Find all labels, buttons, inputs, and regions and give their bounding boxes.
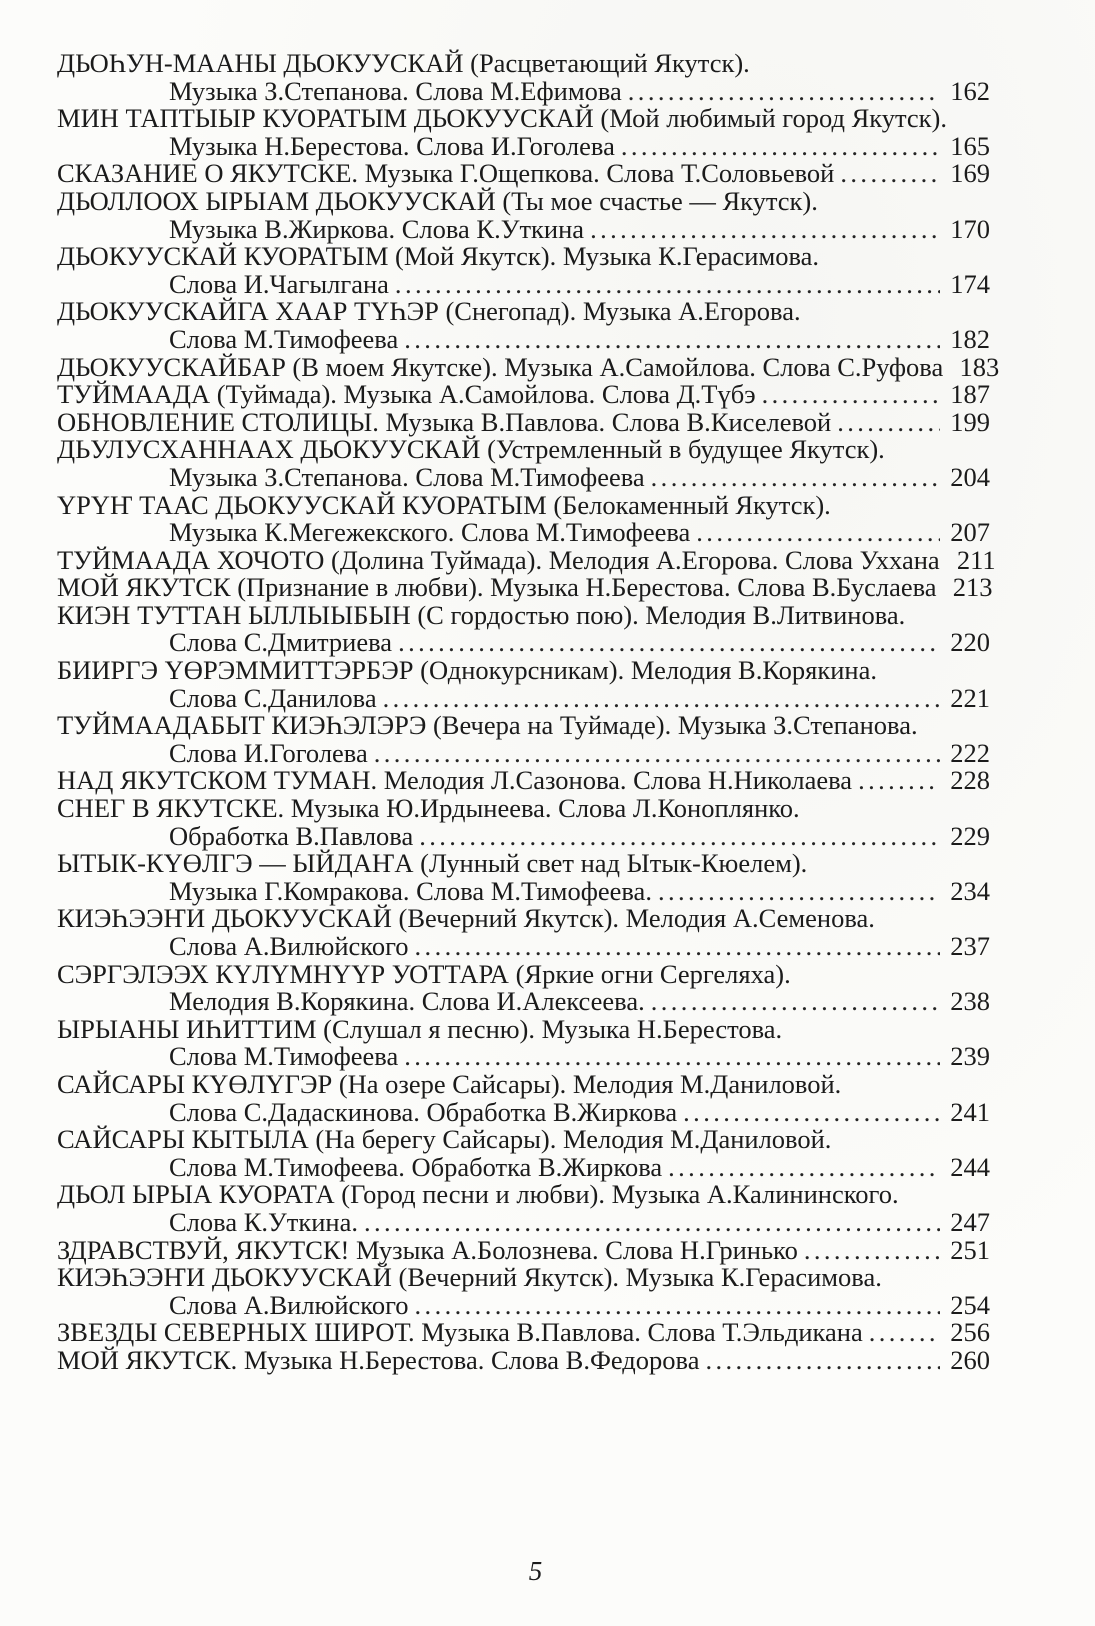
dot-leader <box>651 464 940 492</box>
toc-line <box>57 1096 990 1127</box>
entry-credits-text: Слова И.Чагылгана <box>169 268 389 299</box>
dot-leader <box>804 1237 940 1265</box>
toc-line <box>57 1151 990 1182</box>
entry-page-number: 220 <box>950 627 990 658</box>
entry-credits-text: Слова М.Тимофеева <box>169 323 399 354</box>
dot-leader <box>395 271 940 299</box>
toc-line <box>57 298 990 326</box>
toc-line <box>57 381 990 409</box>
entry-page-number: 199 <box>950 406 990 437</box>
entry-page-number: 234 <box>950 875 990 906</box>
entry-title-text: САЙСАРЫ КЫТЫЛА (На берегу Сайсары). Мелодия М.Даниловой. <box>57 1124 832 1155</box>
dot-leader <box>683 1099 940 1127</box>
entry-page-number: 256 <box>950 1317 990 1348</box>
entry-title-text: ДЬУЛУСХАННААХ ДЬОКУУСКАЙ (Устремленный в будущее Якутск). <box>57 434 885 465</box>
toc-line <box>57 489 990 520</box>
entry-title-text: МОЙ ЯКУТСК (Признание в любви). Музыка Н.Берестова. Слова В.Буслаева <box>57 572 937 603</box>
dot-leader <box>869 1319 940 1347</box>
dot-leader <box>858 767 940 795</box>
toc-line <box>57 268 990 299</box>
toc-line <box>57 1264 990 1292</box>
toc-line <box>57 599 990 630</box>
entry-title-text: ТУЙМААДА ХОЧОТО (Долина Туймада). Мелодия А.Егорова. Слова Уххана <box>57 544 940 575</box>
toc-line <box>57 50 990 78</box>
entry-credits-text: Слова А.Вилюйского <box>169 931 409 961</box>
entry-page-number: 251 <box>950 1234 990 1265</box>
toc-line <box>57 1126 990 1154</box>
toc-line <box>57 572 993 603</box>
entry-page-number: 162 <box>950 75 990 106</box>
dot-leader <box>705 1347 940 1375</box>
toc-line <box>57 905 990 933</box>
toc-line <box>57 1043 990 1071</box>
entry-page-number: 229 <box>950 820 990 851</box>
entry-page-number: 238 <box>950 986 990 1017</box>
dot-leader <box>668 1154 940 1182</box>
entry-title-text: ТУЙМААДАБЫТ КИЭҺЭЛЭРЭ (Вечера на Туймаде). Музыка З.Степанова. <box>57 710 918 741</box>
toc-line <box>57 105 990 133</box>
entry-credits-text: Слова И.Гоголева <box>169 737 368 768</box>
toc-line <box>57 406 990 437</box>
toc-line <box>57 323 990 354</box>
entry-title-text: СНЕГ В ЯКУТСКЕ. Музыка Ю.Ирдынеева. Слова Л.Коноплянко. <box>57 793 800 824</box>
entry-credits-text: Музыка В.Жиркова. Слова К.Уткина <box>169 213 585 244</box>
entry-credits-text: Слова К.Уткина. <box>169 1206 358 1237</box>
entry-credits-text: Обработка В.Павлова <box>169 820 414 851</box>
toc-line <box>57 712 990 740</box>
dot-leader <box>762 381 940 409</box>
entry-title-text: КИЭН ТУТТАН ЫЛЛЫЫБЫН (С гордостью пою). Мелодия В.Литвинова. <box>57 599 906 630</box>
toc-list <box>57 48 1000 1375</box>
toc-line <box>57 1206 990 1237</box>
entry-credits-text: Слова С.Дадаскинова. Обработка В.Жиркова <box>169 1096 678 1127</box>
dot-leader <box>837 409 940 437</box>
entry-title-text: ҮРҮҤ ТААС ДЬОКУУСКАЙ КУОРАТЫМ (Белокаменный Якутск). <box>57 489 831 520</box>
toc-line <box>57 682 990 713</box>
toc-line <box>57 933 990 961</box>
toc-line <box>57 544 996 575</box>
entry-title-text: ДЬОЛ ЫРЫА КУОРАТА (Город песни и любви). Музыка А.Калининского. <box>57 1179 899 1210</box>
toc-line <box>57 160 990 188</box>
toc-line <box>57 1181 990 1209</box>
toc-line <box>57 213 990 244</box>
dot-leader <box>404 1043 940 1071</box>
entry-credits-text: Слова М.Тимофеева. Обработка В.Жиркова <box>169 1151 663 1182</box>
toc-line <box>57 767 990 795</box>
entry-page-number: 222 <box>950 737 990 768</box>
toc-line <box>57 657 990 685</box>
toc-line <box>57 850 990 878</box>
dot-leader <box>590 216 940 244</box>
toc-line <box>57 1344 990 1375</box>
entry-title-text: НАД ЯКУТСКОМ ТУМАН. Мелодия Л.Сазонова. Слова Н.Николаева <box>57 765 853 796</box>
entry-page-number: 170 <box>950 213 990 244</box>
entry-page-number: 228 <box>950 765 990 796</box>
entry-credits-text: Музыка З.Степанова. Слова М.Тимофеева <box>169 461 645 492</box>
toc-line <box>57 1068 990 1099</box>
entry-title-text: ЫРЫАНЫ ИҺИТТИМ (Слушал я песню). Музыка Н.Берестова. <box>57 1013 783 1044</box>
entry-page-number: 244 <box>950 1151 990 1182</box>
toc-line <box>57 875 990 906</box>
entry-credits-text: Слова С.Данилова <box>169 682 377 713</box>
entry-credits-text: Музыка Г.Комракова. Слова М.Тимофеева. <box>169 875 652 906</box>
toc-line <box>57 795 990 823</box>
dot-leader <box>415 1292 940 1320</box>
entry-title-text: САЙСАРЫ КҮӨЛҮГЭР (На озере Сайсары). Мелодия М.Даниловой. <box>57 1068 842 1099</box>
entry-title-text: СЭРГЭЛЭЭХ КҮЛҮМНҮҮР УОТТАРА (Яркие огни Сергеляха). <box>57 958 791 989</box>
entry-credits-text: Музыка К.Мегежекского. Слова М.Тимофеева <box>169 517 691 548</box>
entry-title-text: ОБНОВЛЕНИЕ СТОЛИЦЫ. Музыка В.Павлова. Слова В.Киселевой <box>57 406 832 437</box>
entry-title-text: БИИРГЭ ҮӨРЭММИТТЭРБЭР (Однокурсникам). Мелодия В.Корякина. <box>57 655 877 686</box>
entry-credits-text: Мелодия В.Корякина. Слова И.Алексеева. <box>169 986 645 1017</box>
entry-title-text: МИН ТАПТЫЫР КУОРАТЫМ ДЬОКУУСКАЙ (Мой любимый город Якутск). <box>57 103 948 134</box>
toc-line <box>57 1234 990 1265</box>
entry-page-number: 247 <box>950 1206 990 1237</box>
toc-line <box>57 1289 990 1320</box>
entry-title-text: ДЬОКУУСКАЙ КУОРАТЫМ (Мой Якутск). Музыка К.Герасимова. <box>57 241 820 272</box>
entry-page-number: 182 <box>950 323 990 354</box>
entry-page-number: 169 <box>950 158 990 189</box>
entry-credits-text: Музыка З.Степанова. Слова М.Ефимова <box>169 75 622 106</box>
toc-line <box>57 1013 990 1044</box>
entry-page-number: 239 <box>950 1041 990 1072</box>
toc-line <box>57 629 990 657</box>
toc-line <box>57 958 990 989</box>
dot-leader <box>621 133 940 161</box>
toc-line <box>57 737 990 768</box>
entry-credits-text: Слова А.Вилюйского <box>169 1289 409 1320</box>
entry-page-number: 207 <box>950 517 990 548</box>
entry-credits-text: Слова С.Дмитриева <box>169 627 393 658</box>
entry-page-number: 213 <box>952 572 993 603</box>
toc-line <box>57 243 990 271</box>
entry-page-number: 165 <box>950 130 990 161</box>
entry-title-text: СКАЗАНИЕ О ЯКУТСКЕ. Музыка Г.Ощепкова. Слова Т.Соловьевой <box>57 158 835 189</box>
entry-page-number: 237 <box>950 931 990 961</box>
dot-leader <box>419 823 940 851</box>
entry-page-number: 183 <box>959 351 1000 382</box>
entry-title-text: КИЭҺЭЭҤИ ДЬОКУУСКАЙ (Вечерний Якутск). Музыка К.Герасимова. <box>57 1262 882 1293</box>
entry-page-number: 254 <box>950 1289 990 1320</box>
dot-leader <box>415 933 940 961</box>
entry-title-text: МОЙ ЯКУТСК. Музыка Н.Берестова. Слова В.Федорова <box>57 1344 700 1375</box>
dot-leader <box>398 629 940 657</box>
entry-title-text: ЗДРАВСТВУЙ, ЯКУТСК! Музыка А.Болознева. Слова Н.Гринько <box>57 1234 798 1265</box>
entry-page-number: 221 <box>950 682 990 713</box>
entry-page-number: 204 <box>950 461 990 492</box>
entry-page-number: 260 <box>950 1344 990 1375</box>
dot-leader <box>628 78 940 106</box>
entry-title-text: ДЬОЛЛООХ ЫРЫАМ ДЬОКУУСКАЙ (Ты мое счастье — Якутск). <box>57 185 818 216</box>
entry-title-text: КИЭҺЭЭҤИ ДЬОКУУСКАЙ (Вечерний Якутск). Мелодия А.Семенова. <box>57 903 875 934</box>
entry-title-text: ЫТЫК-КҮӨЛГЭ — ЫЙДАҤА (Лунный свет над Ытык-Кюелем). <box>57 848 808 879</box>
entry-page-number: 174 <box>950 268 990 299</box>
entry-page-number: 241 <box>950 1096 990 1127</box>
dot-leader <box>651 988 940 1016</box>
toc-line <box>57 461 990 492</box>
entry-title-text: ТУЙМААДА (Туймада). Музыка А.Самойлова. Слова Д.Түбэ <box>57 379 756 410</box>
page-number-footer: 5 <box>528 1556 543 1586</box>
toc-line <box>57 1319 990 1347</box>
toc-line <box>57 75 990 106</box>
toc-line <box>57 820 990 851</box>
entry-credits-text: Музыка Н.Берестова. Слова И.Гоголева <box>169 130 615 161</box>
toc-line <box>57 436 990 464</box>
entry-title-text: ДЬОКУУСКАЙГА ХААР ТҮҺЭР (Снегопад). Музыка А.Егорова. <box>57 296 801 327</box>
toc-line <box>57 130 990 161</box>
dot-leader <box>658 878 940 906</box>
dot-leader <box>696 519 940 547</box>
dot-leader <box>840 160 940 188</box>
entry-page-number: 187 <box>950 379 990 410</box>
toc-line <box>57 185 990 216</box>
dot-leader <box>404 326 940 354</box>
dot-leader <box>364 1209 940 1237</box>
dot-leader <box>374 740 940 768</box>
toc-line <box>57 351 1000 382</box>
dot-leader <box>383 685 940 713</box>
entry-title-text: ЗВЕЗДЫ СЕВЕРНЫХ ШИРОТ. Музыка В.Павлова. Слова Т.Эльдикана <box>57 1317 863 1348</box>
toc-line <box>57 988 990 1016</box>
entry-credits-text: Слова М.Тимофеева <box>169 1041 399 1072</box>
toc-line <box>57 519 990 547</box>
entry-title-text: ДЬОКУУСКАЙБАР (В моем Якутске). Музыка А.Самойлова. Слова С.Руфова <box>57 351 944 382</box>
entry-title-text: ДЬОҺУН-МААНЫ ДЬОКУУСКАЙ (Расцветающий Якутск). <box>57 48 750 78</box>
entry-page-number: 211 <box>956 544 996 575</box>
